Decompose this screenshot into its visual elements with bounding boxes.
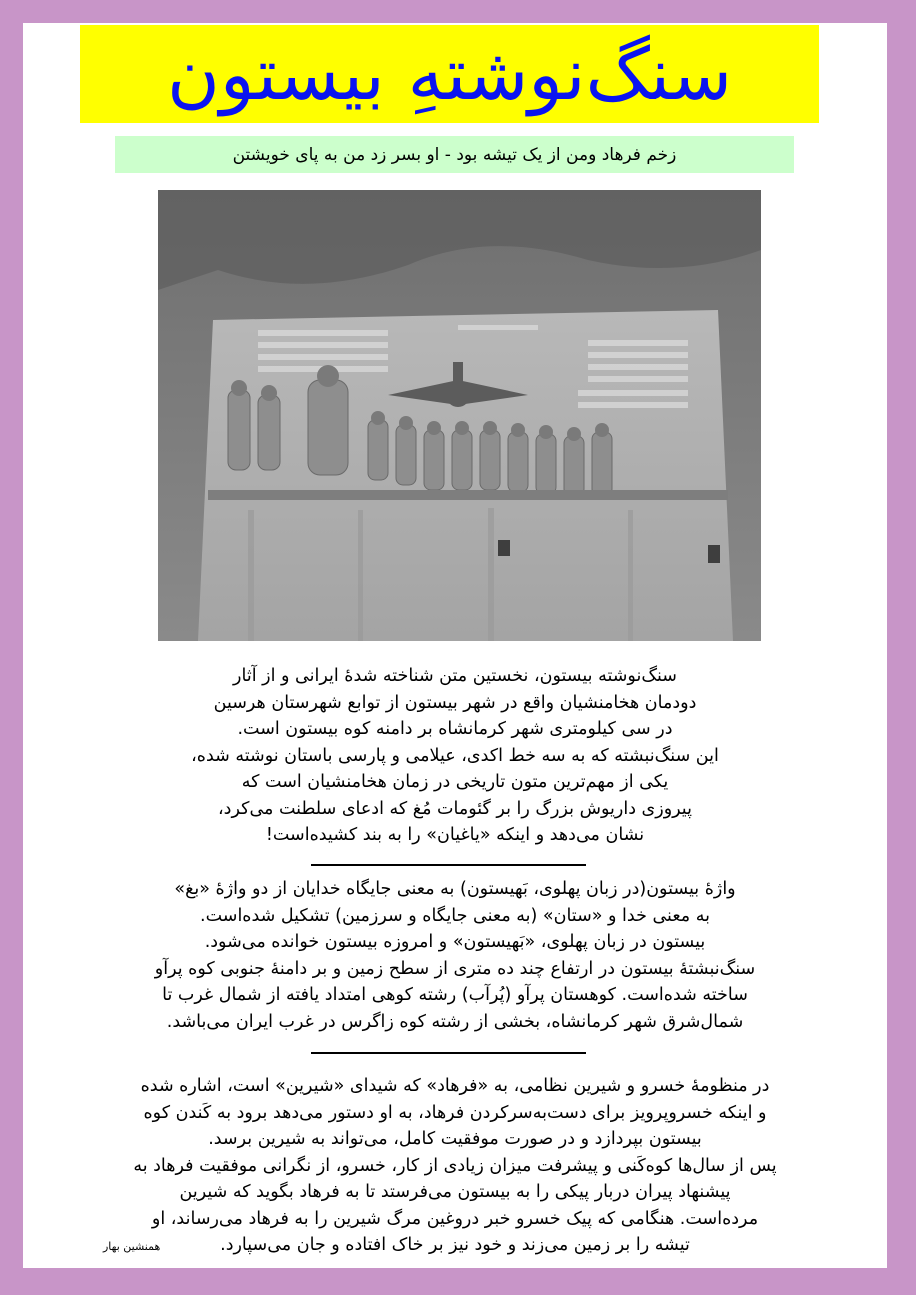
text-line: پس از سال‌ها کوه‌کَنی و پیشرفت میزان زیادی از کار، خسرو، از نگرانی موفقیت فرهاد به <box>133 1155 777 1176</box>
page-sheet <box>23 23 887 1268</box>
subtitle-verse: زخم فرهاد ومن از یک تیشه بود - او بسر زد من به پای خویشتن <box>232 144 677 165</box>
text-line: دودمان هخامنشیان واقع در شهر بیستون از توابع شهرستان هرسین <box>213 692 697 713</box>
text-line: مرده‌است. هنگامی که پیک خسرو خبر دروغین مرگ شیرین را به فرهاد می‌رساند، او <box>151 1208 759 1229</box>
text-line: نشان می‌دهد و اینکه «یاغیان» را به بند کشیده‌است! <box>265 825 645 845</box>
text-line: در سی کیلومتری شهر کرمانشاه بر دامنه کوه بیستون است. <box>237 719 673 739</box>
text-line: در منظومهٔ خسرو و شیرین نظامی، به «فرهاد» که شیدای «شیرین» است، اشاره شده <box>140 1076 770 1096</box>
text-line: یکی از مهم‌ترین متون تاریخی در زمان هخامنشیان است که <box>241 772 669 792</box>
text-line: ساخته شده‌است. کوهستان پرآو (پُرآب) رشته کوهی امتداد یافته از شمال غرب تا <box>162 985 748 1005</box>
text-line: پیروزی داریوش بزرگ را بر گئومات مُغ که ادعای سلطنت می‌کرد، <box>218 798 692 819</box>
subtitle-banner <box>115 136 794 173</box>
text-line: و اینکه خسروپرویز برای دست‌به‌سرکردن فرهاد، به او دستور می‌دهد برود به کَندن کوه <box>143 1102 767 1123</box>
text-line: بیستون در زبان پهلوی، «بَهیستون» و امروزه بیستون خوانده می‌شود. <box>204 932 706 952</box>
text-line: سنگ‌نوشته بیستون، نخستین متن شناخته شدهٔ ایرانی و از آثار <box>233 666 677 686</box>
farhad-story-paragraph <box>43 1073 867 1259</box>
text-line: پیشنهاد پیران دربار پیکی را به بیستون می‌فرستد تا به فرهاد بگوید که شیرین <box>179 1182 731 1202</box>
section-divider <box>311 1052 586 1054</box>
text-line: شمال‌شرق شهر کرمانشاه، بخشی از رشته کوه زاگرس در غرب ایران می‌باشد. <box>166 1011 744 1032</box>
text-line: این سنگ‌نبشته که به سه خط اکدی، عیلامی و پارسی باستان نوشته شده، <box>191 745 719 766</box>
title-banner <box>80 25 819 123</box>
bisotun-relief-photo <box>158 190 761 641</box>
author-signature: همنشین بهار <box>103 1240 161 1253</box>
text-line: سنگ‌نبشتهٔ بیستون در ارتفاع چند ده متری از سطح زمین و بر دامنهٔ جنوبی کوه پرآو <box>154 958 756 979</box>
section-divider <box>311 864 586 866</box>
page-title: سنگ‌نوشتهِ بیستون <box>166 32 733 116</box>
text-line: به معنی خدا و «ستان» (به معنی جایگاه و سرزمین) تشکیل شده‌است. <box>200 905 710 926</box>
text-line: واژهٔ بیستون(در زبان پهلوی، بَهیستون) به معنی جایگاه خدایان از دو واژهٔ «بغ» <box>174 879 736 899</box>
etymology-paragraph <box>43 876 867 1035</box>
text-line: بیستون بپردازد و در صورت موفقیت کامل، می‌تواند به شیرین برسد. <box>208 1129 702 1149</box>
intro-paragraph <box>43 663 867 849</box>
text-line: تیشه را بر زمین می‌زند و خود نیز بر خاک افتاده و جان می‌سپارد. <box>220 1235 690 1255</box>
